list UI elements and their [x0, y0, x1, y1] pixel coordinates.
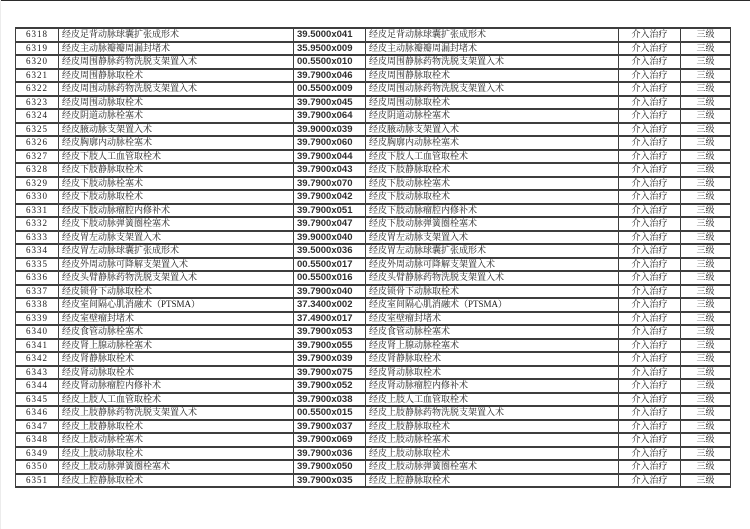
category-cell: 介入治疗 [619, 366, 681, 380]
procedure-name-cell: 经皮食管动脉栓塞术 [59, 325, 294, 339]
category-cell: 介入治疗 [619, 352, 681, 366]
row-number-cell: 6335 [16, 258, 59, 272]
category-cell: 介入治疗 [619, 217, 681, 231]
procedure-code-cell: 39.7900x060 [294, 136, 366, 150]
category-cell: 介入治疗 [619, 190, 681, 204]
procedure-name-repeat-cell: 经皮上肢动脉弹簧圈栓塞术 [366, 460, 619, 474]
row-number-cell: 6338 [16, 298, 59, 312]
row-number-cell: 6337 [16, 285, 59, 299]
category-cell: 介入治疗 [619, 28, 681, 42]
procedure-name-repeat-cell: 经皮头臂静脉药物洗脱支架置入术 [366, 271, 619, 285]
table-row [16, 82, 731, 96]
procedure-code-cell: 00.5500x009 [294, 82, 366, 96]
procedure-code-cell: 37.3400x002 [294, 298, 366, 312]
procedure-name-repeat-cell: 经皮上肢人工血管取栓术 [366, 393, 619, 407]
level-cell: 三级 [681, 123, 731, 137]
procedure-table [15, 27, 731, 488]
category-cell: 介入治疗 [619, 420, 681, 434]
level-cell: 三级 [681, 217, 731, 231]
procedure-name-cell: 经皮胃左动脉支架置入术 [59, 231, 294, 245]
table-row [16, 123, 731, 137]
procedure-name-cell: 经皮下肢动脉取栓术 [59, 190, 294, 204]
level-cell: 三级 [681, 82, 731, 96]
row-number-cell: 6318 [16, 28, 59, 42]
procedure-name-cell: 经皮头臂静脉药物洗脱支架置入术 [59, 271, 294, 285]
category-cell: 介入治疗 [619, 258, 681, 272]
procedure-name-repeat-cell: 经皮下肢动脉栓塞术 [366, 177, 619, 191]
row-number-cell: 6334 [16, 244, 59, 258]
procedure-name-cell: 经皮上肢人工血管取栓术 [59, 393, 294, 407]
table-row [16, 42, 731, 56]
procedure-name-cell: 经皮室壁瘤封堵术 [59, 312, 294, 326]
level-cell: 三级 [681, 474, 731, 488]
procedure-table-body [16, 28, 731, 487]
procedure-code-cell: 39.7900x070 [294, 177, 366, 191]
level-cell: 三级 [681, 379, 731, 393]
procedure-name-repeat-cell: 经皮外周动脉可降解支架置入术 [366, 258, 619, 272]
row-number-cell: 6333 [16, 231, 59, 245]
level-cell: 三级 [681, 231, 731, 245]
row-number-cell: 6344 [16, 379, 59, 393]
row-number-cell: 6340 [16, 325, 59, 339]
procedure-code-cell: 39.7900x052 [294, 379, 366, 393]
procedure-name-cell: 经皮胸廓内动脉栓塞术 [59, 136, 294, 150]
procedure-name-repeat-cell: 经皮上肢动脉取栓术 [366, 447, 619, 461]
procedure-code-cell: 39.7900x039 [294, 352, 366, 366]
row-number-cell: 6349 [16, 447, 59, 461]
category-cell: 介入治疗 [619, 312, 681, 326]
procedure-name-repeat-cell: 经皮上肢动脉栓塞术 [366, 433, 619, 447]
row-number-cell: 6350 [16, 460, 59, 474]
table-row [16, 298, 731, 312]
procedure-code-cell: 00.5500x015 [294, 406, 366, 420]
table-row [16, 190, 731, 204]
procedure-name-cell: 经皮外周动脉可降解支架置入术 [59, 258, 294, 272]
procedure-name-cell: 经皮上肢动脉取栓术 [59, 447, 294, 461]
procedure-code-cell: 39.5000x041 [294, 28, 366, 42]
table-row [16, 244, 731, 258]
procedure-name-repeat-cell: 经皮阴道动脉栓塞术 [366, 109, 619, 123]
category-cell: 介入治疗 [619, 177, 681, 191]
procedure-name-repeat-cell: 经皮上腔静脉取栓术 [366, 474, 619, 488]
page-top-border [0, 0, 750, 1]
table-row [16, 204, 731, 218]
level-cell: 三级 [681, 190, 731, 204]
level-cell: 三级 [681, 393, 731, 407]
procedure-name-repeat-cell: 经皮下肢动脉弹簧圈栓塞术 [366, 217, 619, 231]
procedure-name-repeat-cell: 经皮食管动脉栓塞术 [366, 325, 619, 339]
table-row [16, 28, 731, 42]
procedure-name-cell: 经皮下肢动脉瘤腔内修补术 [59, 204, 294, 218]
procedure-name-cell: 经皮主动脉瓣瓣周漏封堵术 [59, 42, 294, 56]
level-cell: 三级 [681, 204, 731, 218]
category-cell: 介入治疗 [619, 123, 681, 137]
category-cell: 介入治疗 [619, 406, 681, 420]
category-cell: 介入治疗 [619, 379, 681, 393]
table-row [16, 474, 731, 488]
level-cell: 三级 [681, 325, 731, 339]
procedure-code-cell: 39.7900x050 [294, 460, 366, 474]
procedure-name-repeat-cell: 经皮下肢动脉取栓术 [366, 190, 619, 204]
procedure-code-cell: 39.7900x053 [294, 325, 366, 339]
row-number-cell: 6342 [16, 352, 59, 366]
procedure-name-cell: 经皮下肢动脉弹簧圈栓塞术 [59, 217, 294, 231]
level-cell: 三级 [681, 339, 731, 353]
table-row [16, 460, 731, 474]
procedure-name-cell: 经皮下肢动脉栓塞术 [59, 177, 294, 191]
table-row [16, 163, 731, 177]
table-row [16, 420, 731, 434]
table-row [16, 433, 731, 447]
level-cell: 三级 [681, 258, 731, 272]
category-cell: 介入治疗 [619, 285, 681, 299]
procedure-code-cell: 39.5000x036 [294, 244, 366, 258]
procedure-name-repeat-cell: 经皮上肢静脉药物洗脱支架置入术 [366, 406, 619, 420]
table-row [16, 406, 731, 420]
procedure-name-cell: 经皮上肢静脉取栓术 [59, 420, 294, 434]
table-row [16, 136, 731, 150]
level-cell: 三级 [681, 420, 731, 434]
level-cell: 三级 [681, 298, 731, 312]
procedure-name-repeat-cell: 经皮周围静脉取栓术 [366, 69, 619, 83]
procedure-code-cell: 39.7900x045 [294, 96, 366, 110]
level-cell: 三级 [681, 406, 731, 420]
level-cell: 三级 [681, 244, 731, 258]
level-cell: 三级 [681, 352, 731, 366]
row-number-cell: 6320 [16, 55, 59, 69]
category-cell: 介入治疗 [619, 393, 681, 407]
procedure-name-repeat-cell: 经皮胃左动脉球囊扩张成形术 [366, 244, 619, 258]
row-number-cell: 6341 [16, 339, 59, 353]
procedure-code-cell: 39.7900x055 [294, 339, 366, 353]
row-number-cell: 6345 [16, 393, 59, 407]
category-cell: 介入治疗 [619, 150, 681, 164]
table-row [16, 312, 731, 326]
procedure-name-cell: 经皮上肢动脉弹簧圈栓塞术 [59, 460, 294, 474]
row-number-cell: 6336 [16, 271, 59, 285]
category-cell: 介入治疗 [619, 69, 681, 83]
table-row [16, 325, 731, 339]
table-row [16, 109, 731, 123]
procedure-name-cell: 经皮足背动脉球囊扩张成形术 [59, 28, 294, 42]
procedure-code-cell: 35.9500x009 [294, 42, 366, 56]
table-row [16, 231, 731, 245]
procedure-name-cell: 经皮下肢人工血管取栓术 [59, 150, 294, 164]
level-cell: 三级 [681, 163, 731, 177]
table-row [16, 96, 731, 110]
table-row [16, 217, 731, 231]
row-number-cell: 6347 [16, 420, 59, 434]
category-cell: 介入治疗 [619, 298, 681, 312]
category-cell: 介入治疗 [619, 55, 681, 69]
level-cell: 三级 [681, 366, 731, 380]
level-cell: 三级 [681, 312, 731, 326]
procedure-name-cell: 经皮周围动脉取栓术 [59, 96, 294, 110]
table-row [16, 393, 731, 407]
level-cell: 三级 [681, 447, 731, 461]
procedure-name-cell: 经皮肾上腺动脉栓塞术 [59, 339, 294, 353]
category-cell: 介入治疗 [619, 136, 681, 150]
procedure-code-cell: 39.9000x040 [294, 231, 366, 245]
row-number-cell: 6327 [16, 150, 59, 164]
procedure-name-cell: 经皮阴道动脉栓塞术 [59, 109, 294, 123]
level-cell: 三级 [681, 69, 731, 83]
table-row [16, 447, 731, 461]
table-row [16, 271, 731, 285]
procedure-code-cell: 39.7900x047 [294, 217, 366, 231]
procedure-name-repeat-cell: 经皮周围动脉取栓术 [366, 96, 619, 110]
procedure-code-cell: 39.7900x038 [294, 393, 366, 407]
level-cell: 三级 [681, 150, 731, 164]
category-cell: 介入治疗 [619, 474, 681, 488]
row-number-cell: 6326 [16, 136, 59, 150]
row-number-cell: 6339 [16, 312, 59, 326]
level-cell: 三级 [681, 109, 731, 123]
procedure-name-cell: 经皮周围动脉药物洗脱支架置入术 [59, 82, 294, 96]
level-cell: 三级 [681, 177, 731, 191]
table-row [16, 177, 731, 191]
table-row [16, 150, 731, 164]
table-row [16, 352, 731, 366]
category-cell: 介入治疗 [619, 231, 681, 245]
procedure-name-repeat-cell: 经皮锁骨下动脉取栓术 [366, 285, 619, 299]
table-row [16, 55, 731, 69]
category-cell: 介入治疗 [619, 82, 681, 96]
procedure-name-cell: 经皮上肢静脉药物洗脱支架置入术 [59, 406, 294, 420]
row-number-cell: 6330 [16, 190, 59, 204]
row-number-cell: 6328 [16, 163, 59, 177]
procedure-name-cell: 经皮锁骨下动脉取栓术 [59, 285, 294, 299]
procedure-name-repeat-cell: 经皮室壁瘤封堵术 [366, 312, 619, 326]
procedure-name-repeat-cell: 经皮下肢静脉取栓术 [366, 163, 619, 177]
row-number-cell: 6323 [16, 96, 59, 110]
row-number-cell: 6346 [16, 406, 59, 420]
procedure-code-cell: 39.7900x051 [294, 204, 366, 218]
procedure-name-repeat-cell: 经皮肾动脉取栓术 [366, 366, 619, 380]
level-cell: 三级 [681, 460, 731, 474]
procedure-code-cell: 39.7900x040 [294, 285, 366, 299]
level-cell: 三级 [681, 285, 731, 299]
procedure-name-repeat-cell: 经皮室间隔心肌消融术（PTSMA） [366, 298, 619, 312]
procedure-code-cell: 39.7900x043 [294, 163, 366, 177]
procedure-code-cell: 39.7900x044 [294, 150, 366, 164]
procedure-name-repeat-cell: 经皮周围动脉药物洗脱支架置入术 [366, 82, 619, 96]
category-cell: 介入治疗 [619, 244, 681, 258]
procedure-code-cell: 39.9000x039 [294, 123, 366, 137]
category-cell: 介入治疗 [619, 42, 681, 56]
table-row [16, 69, 731, 83]
category-cell: 介入治疗 [619, 447, 681, 461]
procedure-name-repeat-cell: 经皮胃左动脉支架置入术 [366, 231, 619, 245]
procedure-name-cell: 经皮下肢静脉取栓术 [59, 163, 294, 177]
row-number-cell: 6325 [16, 123, 59, 137]
procedure-name-cell: 经皮上腔静脉取栓术 [59, 474, 294, 488]
procedure-code-cell: 00.5500x016 [294, 271, 366, 285]
procedure-name-cell: 经皮周围静脉取栓术 [59, 69, 294, 83]
level-cell: 三级 [681, 28, 731, 42]
procedure-name-cell: 经皮周围静脉药物洗脱支架置入术 [59, 55, 294, 69]
procedure-code-cell: 39.7900x042 [294, 190, 366, 204]
row-number-cell: 6351 [16, 474, 59, 488]
category-cell: 介入治疗 [619, 109, 681, 123]
procedure-code-cell: 39.7900x069 [294, 433, 366, 447]
row-number-cell: 6332 [16, 217, 59, 231]
level-cell: 三级 [681, 55, 731, 69]
procedure-name-repeat-cell: 经皮上肢静脉取栓术 [366, 420, 619, 434]
row-number-cell: 6321 [16, 69, 59, 83]
category-cell: 介入治疗 [619, 325, 681, 339]
procedure-code-cell: 00.5500x010 [294, 55, 366, 69]
row-number-cell: 6343 [16, 366, 59, 380]
table-row [16, 258, 731, 272]
procedure-code-cell: 39.7900x075 [294, 366, 366, 380]
procedure-name-cell: 经皮肾动脉取栓术 [59, 366, 294, 380]
row-number-cell: 6329 [16, 177, 59, 191]
procedure-name-repeat-cell: 经皮下肢人工血管取栓术 [366, 150, 619, 164]
procedure-name-cell: 经皮肾动脉瘤腔内修补术 [59, 379, 294, 393]
level-cell: 三级 [681, 271, 731, 285]
table-row [16, 285, 731, 299]
level-cell: 三级 [681, 136, 731, 150]
procedure-code-cell: 39.7900x064 [294, 109, 366, 123]
level-cell: 三级 [681, 433, 731, 447]
procedure-code-cell: 39.7900x035 [294, 474, 366, 488]
level-cell: 三级 [681, 42, 731, 56]
procedure-name-repeat-cell: 经皮主动脉瓣瓣周漏封堵术 [366, 42, 619, 56]
procedure-name-repeat-cell: 经皮下肢动脉瘤腔内修补术 [366, 204, 619, 218]
procedure-name-cell: 经皮上肢动脉栓塞术 [59, 433, 294, 447]
procedure-name-repeat-cell: 经皮肾静脉取栓术 [366, 352, 619, 366]
procedure-name-cell: 经皮腋动脉支架置入术 [59, 123, 294, 137]
procedure-name-cell: 经皮胃左动脉球囊扩张成形术 [59, 244, 294, 258]
procedure-name-repeat-cell: 经皮肾上腺动脉栓塞术 [366, 339, 619, 353]
category-cell: 介入治疗 [619, 96, 681, 110]
category-cell: 介入治疗 [619, 433, 681, 447]
table-row [16, 379, 731, 393]
row-number-cell: 6322 [16, 82, 59, 96]
procedure-name-repeat-cell: 经皮足背动脉球囊扩张成形术 [366, 28, 619, 42]
row-number-cell: 6331 [16, 204, 59, 218]
procedure-code-cell: 00.5500x017 [294, 258, 366, 272]
procedure-name-cell: 经皮室间隔心肌消融术（PTSMA） [59, 298, 294, 312]
procedure-name-repeat-cell: 经皮腋动脉支架置入术 [366, 123, 619, 137]
procedure-name-cell: 经皮肾静脉取栓术 [59, 352, 294, 366]
table-row [16, 339, 731, 353]
category-cell: 介入治疗 [619, 204, 681, 218]
level-cell: 三级 [681, 96, 731, 110]
row-number-cell: 6324 [16, 109, 59, 123]
category-cell: 介入治疗 [619, 460, 681, 474]
category-cell: 介入治疗 [619, 163, 681, 177]
table-row [16, 366, 731, 380]
row-number-cell: 6348 [16, 433, 59, 447]
procedure-name-repeat-cell: 经皮胸廓内动脉栓塞术 [366, 136, 619, 150]
category-cell: 介入治疗 [619, 271, 681, 285]
procedure-code-cell: 39.7900x046 [294, 69, 366, 83]
procedure-code-cell: 39.7900x037 [294, 420, 366, 434]
procedure-name-repeat-cell: 经皮周围静脉药物洗脱支架置入术 [366, 55, 619, 69]
procedure-name-repeat-cell: 经皮肾动脉瘤腔内修补术 [366, 379, 619, 393]
procedure-code-cell: 37.4900x017 [294, 312, 366, 326]
row-number-cell: 6319 [16, 42, 59, 56]
page-left-edge [0, 0, 1, 529]
category-cell: 介入治疗 [619, 339, 681, 353]
procedure-code-cell: 39.7900x036 [294, 447, 366, 461]
